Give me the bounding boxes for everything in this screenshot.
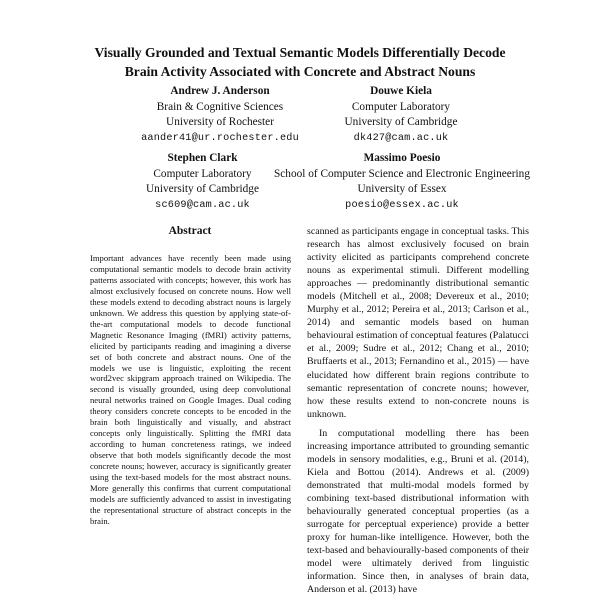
- abstract-body: Important advances have recently been made using computational semantic models to decode brain activity patterns associated with concepts; however, this work has almost exclusively focused on concrete nouns. How well these models extend to decoding abstract nouns is largely unknown. We address this question by applying state-of-the-art computational models to decode functional Magnetic Resonance Imaging (fMRI) activity patterns, elicited by participants reading and imagining a diverse set of both concrete and abstract nouns. One of the models we use is linguistic, exploiting the recent word2vec skipgram approach trained on Wikipedia. The second is visually grounded, using deep convolutional neural networks trained on Google Images. Dual coding theory considers concrete concepts to be encoded in the brain both linguistically and visually, and abstract concepts only linguistically. Splitting the fMRI data according to human concreteness ratings, we indeed observe that both models significantly decode the most concrete nouns; however, accuracy is significantly greater using the text-based models for the most abstract nouns. More generally this confirms that current computational models are sufficiently advanced to assist in investigating the representational structure of abstract concepts in the brain.: [90, 253, 291, 526]
- author-dept: Brain & Cognitive Sciences: [156, 100, 284, 113]
- title-line-1: Visually Grounded and Textual Semantic Models Differentially Decode: [94, 45, 506, 60]
- author-affiliation: University of Essex: [357, 183, 447, 195]
- author-block-kiela: [296, 84, 506, 146]
- body-paragraph: scanned as participants engage in conceptual tasks. This research has almost exclusively focused on brain activity elicited as participants comprehend concrete nouns as experimental stimuli. Different modelling approaches — predominantly distributional semantic models (Mitchell et al., 2008; Devereux et al., 2010; Murphy et al., 2012; Pereira et al., 2013; Carlson et al., 2014) and semantic models based on human behavioural estimation of conceptual features (Palatucci et al., 2009; Sudre et al., 2012; Chang et al., 2010; Bruffaerts et al., 2013; Fernandino et al., 2015) — have elucidated how different brain regions contribute to semantic representation of concrete nouns; however, how these results extend to non-concrete nouns is unknown.: [307, 226, 529, 420]
- paper-title: [40, 43, 560, 81]
- author-affiliation: University of Cambridge: [344, 116, 458, 128]
- author-name: Massimo Poesio: [363, 152, 441, 164]
- author-email: aander41@ur.rochester.edu: [141, 132, 299, 144]
- author-block-poesio: [262, 151, 542, 213]
- author-block-anderson: [115, 84, 325, 146]
- author-email: dk427@cam.ac.uk: [353, 132, 449, 144]
- author-email: sc609@cam.ac.uk: [155, 199, 250, 211]
- author-name: Stephen Clark: [167, 152, 238, 164]
- author-dept: Computer Laboratory: [153, 167, 252, 180]
- abstract-heading: Abstract: [168, 225, 212, 237]
- author-email: poesio@essex.ac.uk: [345, 199, 459, 211]
- author-dept: School of Computer Science and Electronic Engineering: [274, 167, 530, 180]
- author-name: Andrew J. Anderson: [170, 85, 270, 97]
- body-paragraph: In computational modelling there has been increasing importance attributed to grounding semantic models in sensory modalities, e.g., Bruni et al. (2014), Kiela and Bottou (2014). Andrews et al. (2009) demonstrated that multi-modal models formed by combining text-based distributional information with behaviourally generated conceptual properties (as a surrogate for perceptual experience) provide a better proxy for human-like intelligence. However, both the text-based and behaviourally-based components of their model were ultimately derived from linguistic information. Since then, in analyses of brain data, Anderson et al. (2013) have: [307, 427, 529, 596]
- author-name: Douwe Kiela: [370, 85, 432, 97]
- author-dept: Computer Laboratory: [351, 100, 451, 113]
- title-line-2: Brain Activity Associated with Concrete and Abstract Nouns: [124, 64, 476, 79]
- author-affiliation: University of Cambridge: [146, 183, 259, 195]
- author-affiliation: University of Rochester: [166, 116, 274, 128]
- body-column-right: [307, 225, 529, 596]
